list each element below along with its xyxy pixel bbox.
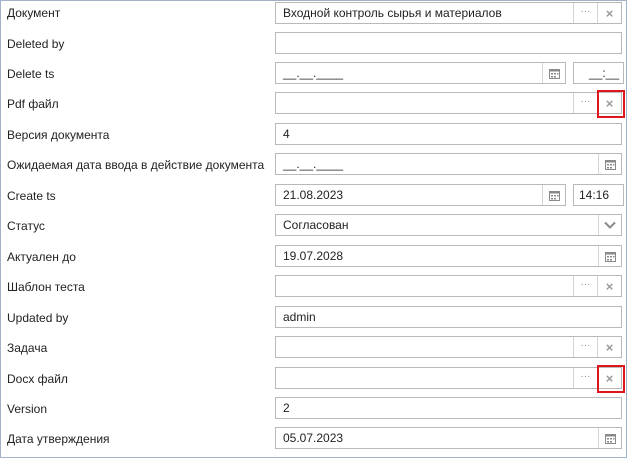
document-lookup-button[interactable] xyxy=(573,3,597,23)
label-deleted-by: Deleted by xyxy=(7,37,65,51)
create-ts-calendar-button[interactable] xyxy=(542,185,565,205)
calendar-icon xyxy=(605,251,616,262)
approval-date-value: 05.07.2023 xyxy=(283,431,344,445)
delete-ts-calendar-button[interactable] xyxy=(542,63,565,83)
expected-date-input[interactable] xyxy=(275,153,622,175)
delete-ts-time-input[interactable] xyxy=(573,62,624,84)
clear-icon: × xyxy=(605,95,614,111)
document-clear-button[interactable] xyxy=(597,3,621,23)
delete-ts-time-mask: __:__ xyxy=(589,66,620,80)
expected-date-calendar-button[interactable] xyxy=(598,154,621,174)
docx-clear-highlight xyxy=(597,365,625,393)
expected-date-mask: __.__.____ xyxy=(283,157,344,171)
label-approval-date: Дата утверждения xyxy=(7,432,110,446)
label-pdf-file: Pdf файл xyxy=(7,97,59,111)
document-value: Входной контроль сырья и материалов xyxy=(283,6,502,20)
clear-icon: × xyxy=(605,278,614,294)
test-template-field[interactable] xyxy=(275,275,622,297)
calendar-icon xyxy=(605,159,616,170)
status-value: Согласован xyxy=(283,218,349,232)
label-version: Version xyxy=(7,402,48,416)
ellipsis-icon: ··· xyxy=(580,371,591,382)
clear-icon: × xyxy=(605,370,614,386)
label-test-template: Шаблон теста xyxy=(7,280,85,294)
ellipsis-icon: ··· xyxy=(580,6,591,17)
task-clear-button[interactable] xyxy=(597,337,621,357)
task-lookup-button[interactable] xyxy=(573,337,597,357)
deleted-by-input[interactable] xyxy=(275,32,622,54)
task-field[interactable] xyxy=(275,336,622,358)
test-template-lookup-button[interactable] xyxy=(573,276,597,296)
label-expected-effective-date: Ожидаемая дата ввода в действие документа xyxy=(7,158,265,172)
create-ts-date-input[interactable] xyxy=(275,184,566,206)
calendar-icon xyxy=(549,68,560,79)
updated-by-input[interactable] xyxy=(275,306,622,328)
chevron-down-icon xyxy=(604,221,616,229)
updated-by-value: admin xyxy=(283,310,316,324)
pdf-file-lookup-button[interactable] xyxy=(573,93,597,113)
create-ts-time-input[interactable] xyxy=(573,184,624,206)
label-docx-file: Docx файл xyxy=(7,372,68,386)
label-delete-ts: Delete ts xyxy=(7,67,55,81)
document-version-value: 4 xyxy=(283,127,290,141)
calendar-icon xyxy=(605,433,616,444)
approval-date-input[interactable] xyxy=(275,427,622,449)
pdf-clear-highlight xyxy=(597,90,625,118)
version-value: 2 xyxy=(283,401,290,415)
version-input[interactable] xyxy=(275,397,622,419)
calendar-icon xyxy=(549,190,560,201)
label-task: Задача xyxy=(7,341,48,355)
create-ts-date-value: 21.08.2023 xyxy=(283,188,344,202)
valid-until-value: 19.07.2028 xyxy=(283,249,344,263)
valid-until-calendar-button[interactable] xyxy=(598,246,621,266)
create-ts-time-value: 14:16 xyxy=(579,188,610,202)
clear-icon: × xyxy=(605,5,614,21)
label-updated-by: Updated by xyxy=(7,311,69,325)
ellipsis-icon: ··· xyxy=(580,96,591,107)
test-template-clear-button[interactable] xyxy=(597,276,621,296)
document-version-input[interactable] xyxy=(275,123,622,145)
status-dropdown-button[interactable] xyxy=(598,215,621,235)
label-create-ts: Create ts xyxy=(7,189,56,203)
label-valid-until: Актуален до xyxy=(7,250,76,264)
status-select[interactable] xyxy=(275,214,622,236)
delete-ts-date-mask: __.__.____ xyxy=(283,66,344,80)
label-document: Документ xyxy=(7,6,61,20)
delete-ts-date-input[interactable] xyxy=(275,62,566,84)
valid-until-input[interactable] xyxy=(275,245,622,267)
pdf-file-field[interactable] xyxy=(275,92,622,114)
approval-date-calendar-button[interactable] xyxy=(598,428,621,448)
docx-file-lookup-button[interactable] xyxy=(573,368,597,388)
docx-file-field[interactable] xyxy=(275,367,622,389)
ellipsis-icon: ··· xyxy=(580,340,591,351)
document-lookup-field[interactable] xyxy=(275,2,622,24)
label-status: Статус xyxy=(7,219,45,233)
ellipsis-icon: ··· xyxy=(580,279,591,290)
clear-icon: × xyxy=(605,339,614,355)
label-document-version: Версия документа xyxy=(7,128,110,142)
